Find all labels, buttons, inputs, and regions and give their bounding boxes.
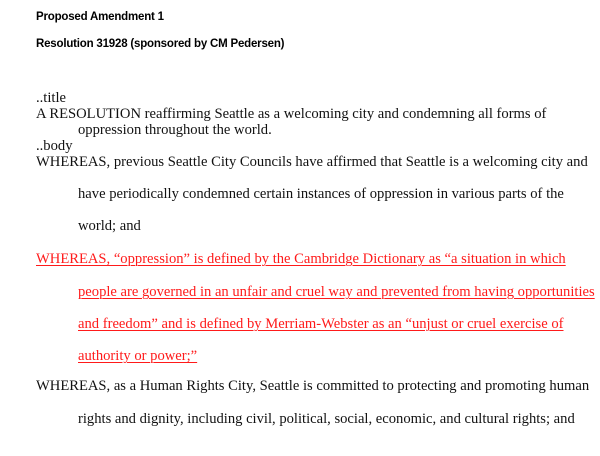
recital-line: WHEREAS, previous Seattle City Councils have affirmed that Seattle is a welcoming city and: [36, 154, 588, 170]
amendment-heading: Proposed Amendment 1: [36, 11, 164, 23]
amendment-recital-line: and freedom” and is defined by Merriam-Webster as an “unjust or cruel exercise of: [78, 316, 564, 332]
recital-line: rights and dignity, including civil, political, social, economic, and cultural rights; and: [78, 411, 575, 427]
amendment-recital-line: people are governed in an unfair and cruel way and prevented from having opportunities: [78, 284, 595, 300]
resolution-heading: Resolution 31928 (sponsored by CM Pedersen): [36, 38, 285, 50]
recital-line: WHEREAS, as a Human Rights City, Seattle is committed to protecting and promoting human: [36, 378, 590, 394]
amendment-recital-line: authority or power;”: [78, 348, 198, 364]
title-line: A RESOLUTION reaffirming Seattle as a welcoming city and condemning all forms of: [36, 106, 547, 122]
title-marker: ..title: [36, 90, 66, 106]
body-marker: ..body: [36, 138, 73, 154]
recital-line: have periodically condemned certain instances of oppression in various parts of the: [78, 186, 564, 202]
title-line: oppression throughout the world.: [78, 122, 272, 138]
recital-line: world; and: [78, 218, 141, 234]
amendment-recital-line: WHEREAS, “oppression” is defined by the Cambridge Dictionary as “a situation in which: [36, 251, 566, 267]
